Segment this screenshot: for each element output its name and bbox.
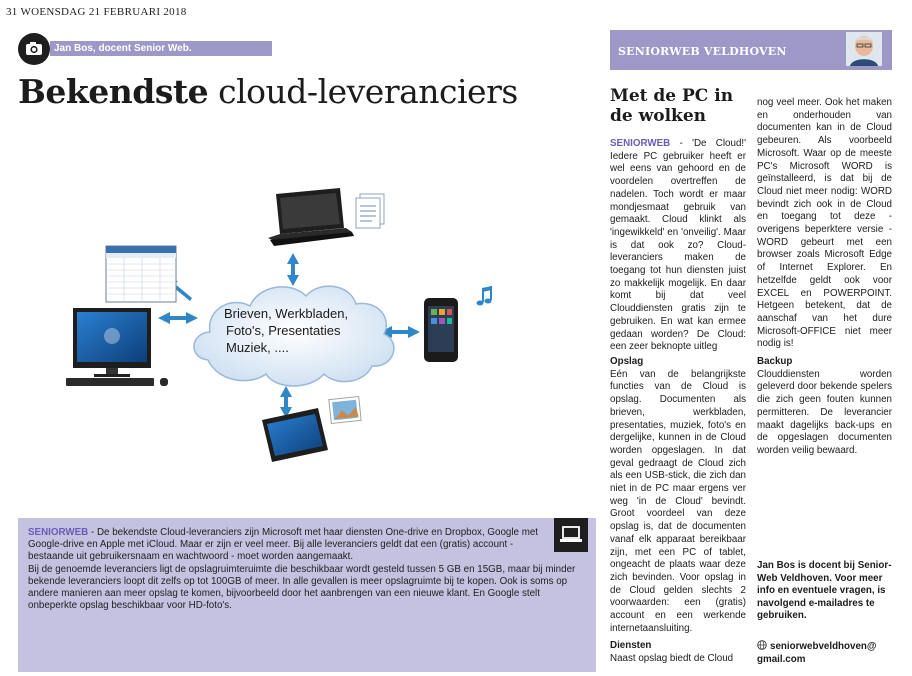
smartphone-icon [424,298,458,362]
camera-icon [18,33,50,65]
cloud-text-line-3: Muziek, .... [226,340,289,355]
diensten-heading: Diensten [610,640,652,651]
music-note-icon [477,286,493,306]
cloud-text-line-2: Foto's, Presentaties [226,323,341,338]
opslag-text: Eén van de belangrijkste functies van de Cloud is opslag. Documenten als brieven, werkbladen, presentaties, muziek, foto's en dergelijke, kunnen in de Cloud worden opgeslagen. In dat geval gedraagt de Cloud zich als een USB-stick, die zich dan niet in de PC maar ergens ver weg 'in de Cloud' bevindt. Groot voordeel van deze opslag is, dat de documenten vanaf elk apparaat bereikbaar zijn, met een PC of tablet, ongeacht de plaats waar deze zich bevinden. Voor opslag in de Cloud gelden slechts 2 voorwaarden: een (gratis) account en een werkende internetaansluiting. [610,368,746,634]
column-intro-text: - 'De Cloud!' Iedere PC gebruiker heeft er wel eens van gehoord en de voordelen overtreffen de nadelen. Toch wordt er maar mondjesmaat gebruik van gemaakt. Cloud klinkt als 'ingewikkeld' en 'onveilig'. Maar is dat ook zo? Cloud-leveranciers maken de toegang tot hun diensten juist zo makkelijk mogelijk. En daar komt bij dat veel Clouddiensten gratis zijn te gebruiken. En wat kan ermee gedaan worden? De Cloud: een zeer beknopte uitleg [610,138,746,353]
laptop-icon [268,188,354,246]
author-portrait [846,32,882,66]
cloud-illustration [18,128,596,518]
author-byline: Jan Bos, docent Senior Web. [50,41,272,56]
email-line-1[interactable]: seniorwebveldhoven@ [770,641,877,652]
author-bio: Jan Bos is docent bij Senior-Web Veldhoven. Voor meer info en eventuele vragen, is navolgend e-mailadres te gebruiken. [757,560,892,622]
headline-bold: Bekendste [18,72,209,111]
globe-icon [757,640,767,650]
section-backup [757,356,892,458]
column-continued [757,97,892,351]
section-diensten [610,640,746,665]
spreadsheet-window-icon [106,246,176,302]
intro-paragraph-1 [28,527,586,564]
photo-icon [329,396,361,423]
intro-paragraph-2: Bij de genoemde leveranciers ligt de opslagruimteruimte die beschikbaar wordt gesteld tussen 5 GB en 15GB, maar bij minder bekende leveranciers loopt dit zelfs op tot 100GB of meer. In alle gevallen is meer opslagruimte bij te kopen. Ook is soms op andere manieren aan meer opslag te komen, bijvoorbeeld door het aanbrengen van een nieuwe klant. En Google stelt onbeperkte opslag beschikbaar voor HD-foto's. [28,563,576,612]
column-lead: SENIORWEB [610,138,671,149]
column-continued-text: nog veel meer. Ook het maken en onderhouden van documenten kan in de Cloud gebeuren. Als voorbeeld Microsoft. Waar op de meeste PC's Microsoft WORD is geïnstalleerd, is dat bij de Cloud niet meer nodig: WORD bevindt zich ook in de Cloud en toegang tot deze - overigens beperktere versie - WORD gebeurt met een browser zoals Microsoft Edge of Internet Explorer. En hetzelfde geldt ook voor EXCEL en POWERPOINT. Hetgeen betekent, dat de aanschaf van het dure Microsoft-OFFICE niet meer nodig is! [757,97,892,350]
email-line-2[interactable]: gmail.com [757,653,806,665]
backup-heading: Backup [757,356,793,367]
document-icon [356,194,384,228]
contact-email [757,640,892,666]
intro-text-1: - De bekendste Cloud-leveranciers zijn Microsoft met haar diensten One-drive en Dropbox, Google met Google-drive en Apple met iCloud. Maar er zijn er veel meer. Bij alle leveranciers geldt dat een (gratis) account - bestaande uit gebruikersnaam en wachtwoord - moet worden aangemaakt. [28,527,539,563]
opslag-heading: Opslag [610,356,644,367]
column-title-line-1: Met de PC in [610,86,734,106]
cloud-text-line-1: Brieven, Werkbladen, [224,306,349,321]
dateline: 31 WOENSDAG 21 FEBRUARI 2018 [6,6,187,18]
headline [18,72,518,111]
backup-text: Clouddiensten worden geleverd door bekende spelers die zich geen fouten kunnen permitteren. De leverancier maakt dagelijks back-ups en de opgeslagen documenten worden veilig bewaard. [757,368,892,456]
arrow-left [158,312,198,324]
diensten-text: Naast opslag biedt de Cloud [610,652,734,664]
intro-box [18,518,596,672]
tablet-icon [262,408,328,462]
intro-lead: SENIORWEB [28,527,89,538]
arrow-up [287,253,299,286]
section-opslag [610,356,746,635]
desktop-computer-icon [66,308,168,386]
arrow-down [280,386,292,418]
headline-regular: cloud-leveranciers [208,72,518,111]
column-title [610,86,733,126]
column-header-title: SENIORWEB VELDHOVEN [618,45,787,58]
column-intro [610,138,746,354]
column-title-line-2: de wolken [610,106,707,126]
laptop-badge-icon [554,518,588,552]
